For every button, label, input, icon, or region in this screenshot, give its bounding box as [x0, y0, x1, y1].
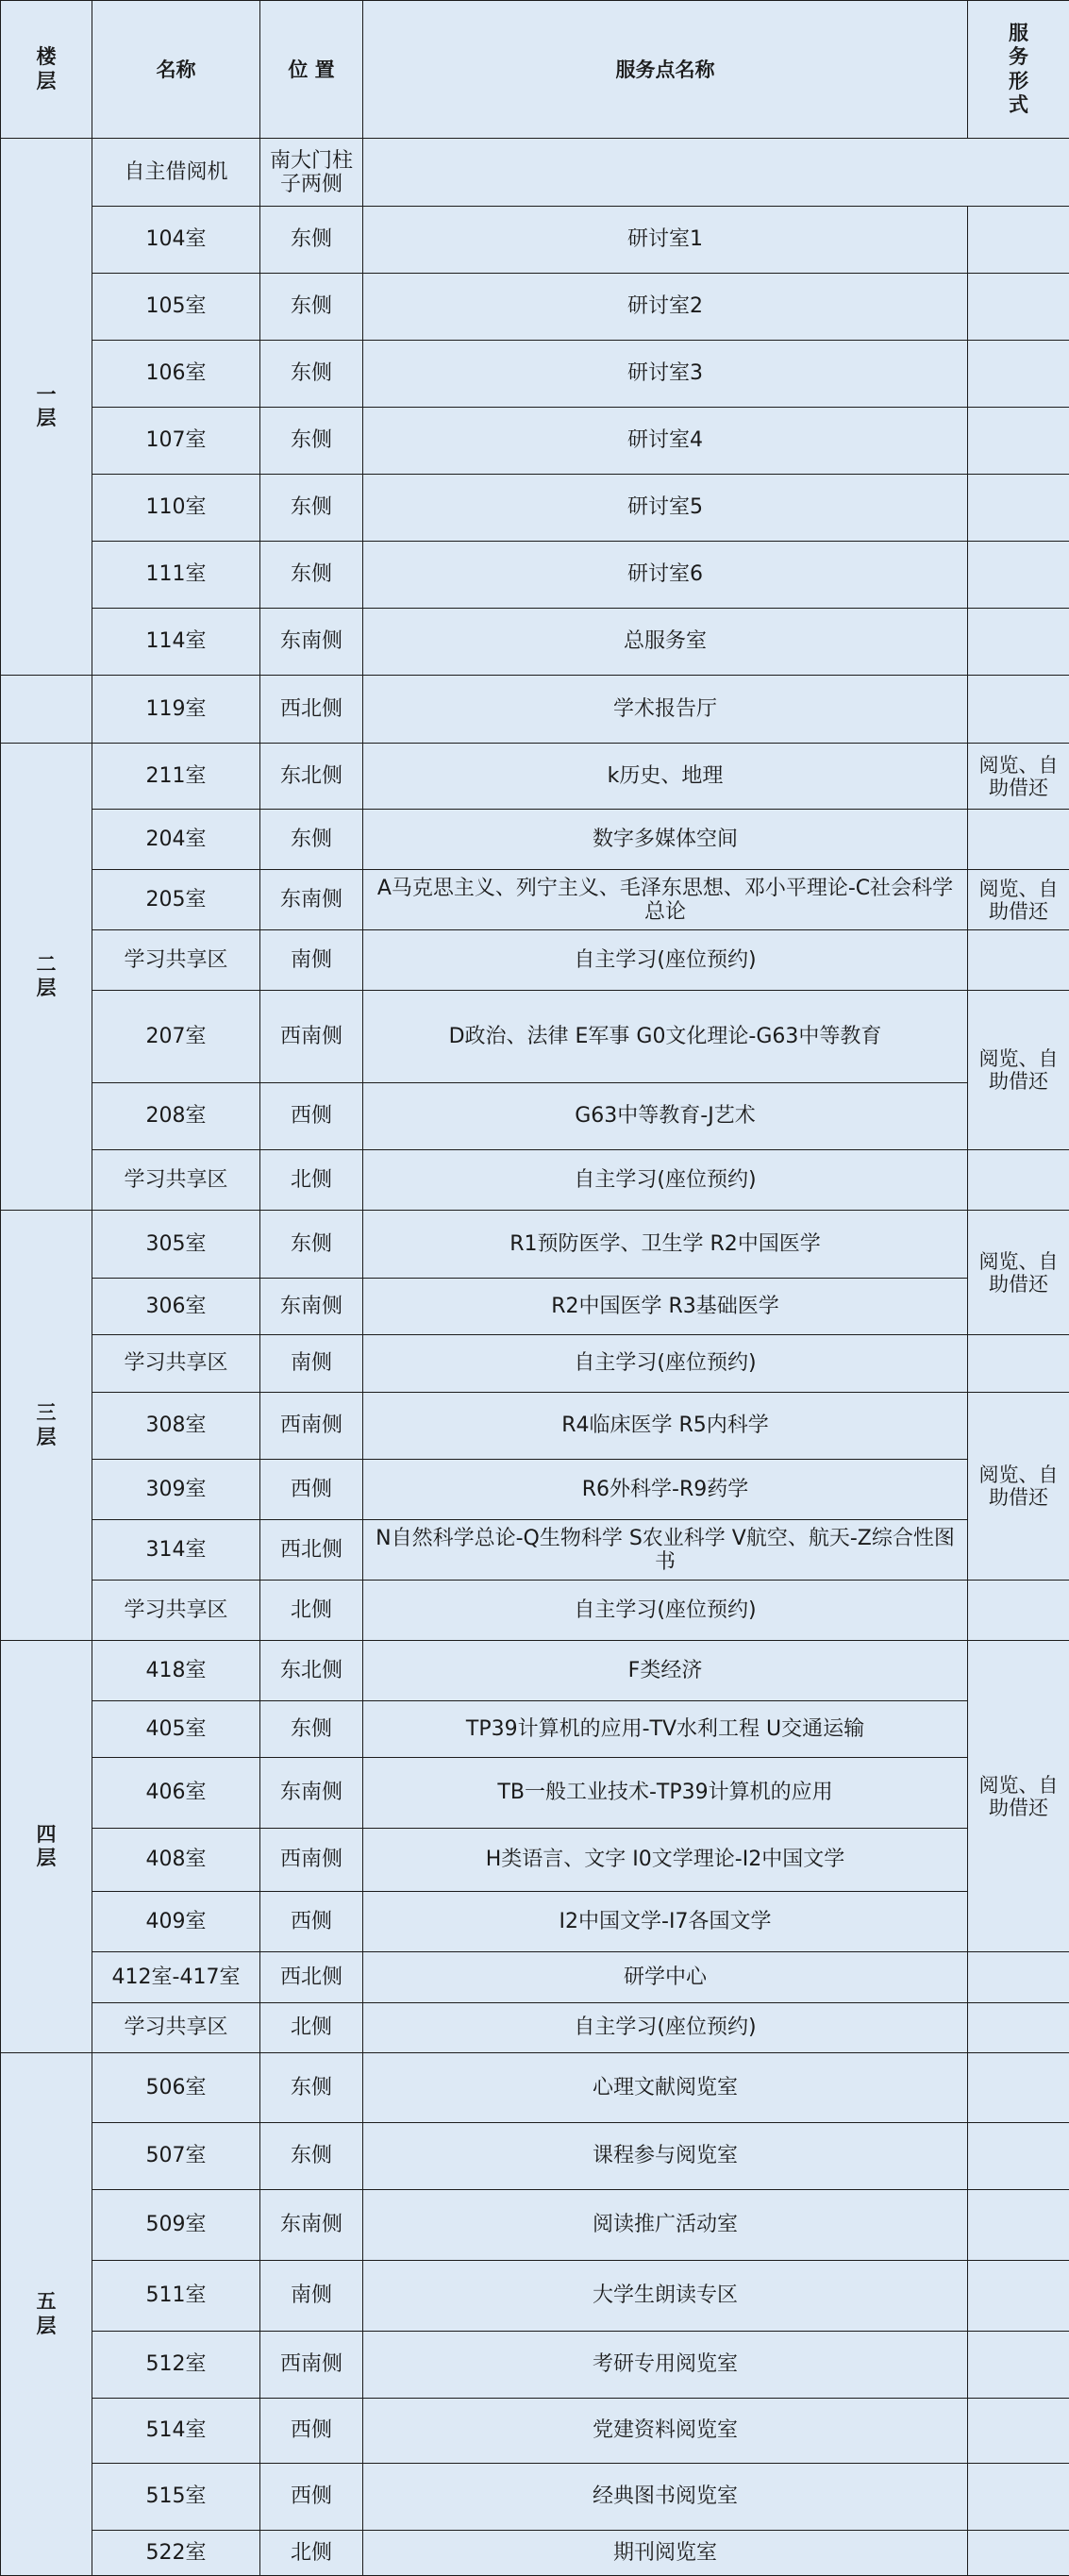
- table-row: [1, 274, 1069, 341]
- service-form: [968, 475, 1069, 542]
- table-row: [1, 1701, 1069, 1758]
- table-row: [1, 1952, 1069, 2003]
- service-form: [968, 2123, 1069, 2190]
- room-name: 107室: [92, 408, 260, 475]
- table-row: [1, 676, 1069, 744]
- room-name: 512室: [92, 2332, 260, 2399]
- room-name: 学习共享区: [92, 1335, 260, 1393]
- room-name: 学习共享区: [92, 1581, 260, 1641]
- table-row: [1, 1758, 1069, 1829]
- room-position: 东侧: [260, 274, 363, 341]
- service-name: A马克思主义、列宁主义、毛泽东思想、邓小平理论-C社会科学总论: [363, 870, 968, 930]
- service-name: 自主学习(座位预约): [363, 1150, 968, 1211]
- room-name: 学习共享区: [92, 1150, 260, 1211]
- service-form: [968, 2190, 1069, 2261]
- table-row: [1, 475, 1069, 542]
- service-name: 研讨室3: [363, 341, 968, 408]
- room-name: 111室: [92, 542, 260, 609]
- room-name: 学习共享区: [92, 2003, 260, 2053]
- room-position: 西侧: [260, 1083, 363, 1150]
- service-name: 考研专用阅览室: [363, 2332, 968, 2399]
- room-position: 西南侧: [260, 2332, 363, 2399]
- room-name: 305室: [92, 1211, 260, 1279]
- room-position: 西南侧: [260, 991, 363, 1083]
- table-row: [1, 1520, 1069, 1581]
- room-position: 东侧: [260, 2123, 363, 2190]
- table-row: [1, 1211, 1069, 1279]
- room-name: 104室: [92, 207, 260, 274]
- service-name: D政治、法律 E军事 G0文化理论-G63中等教育: [363, 991, 968, 1083]
- room-name: 314室: [92, 1520, 260, 1581]
- room-position: 西北侧: [260, 1952, 363, 2003]
- room-position: 东侧: [260, 207, 363, 274]
- table-row: [1, 991, 1069, 1083]
- table-row: [1, 408, 1069, 475]
- table-row: [1, 1083, 1069, 1150]
- service-form: [968, 408, 1069, 475]
- service-form: [968, 2332, 1069, 2399]
- table-row: [1, 1641, 1069, 1701]
- header-form: 服务形式: [968, 1, 1069, 139]
- room-position: 北侧: [260, 2003, 363, 2053]
- room-position: 东侧: [260, 408, 363, 475]
- service-form: 阅览、自助借还: [968, 1211, 1069, 1335]
- service-name: I2中国文学-I7各国文学: [363, 1892, 968, 1952]
- table-row: [1, 1460, 1069, 1520]
- service-name: 期刊阅览室: [363, 2531, 968, 2576]
- service-name: R4临床医学 R5内科学: [363, 1393, 968, 1460]
- room-name: 412室-417室: [92, 1952, 260, 2003]
- room-position: 东南侧: [260, 2190, 363, 2261]
- room-name: 207室: [92, 991, 260, 1083]
- service-name: TP39计算机的应用-TV水利工程 U交通运输: [363, 1701, 968, 1758]
- service-name: 自主学习(座位预约): [363, 2003, 968, 2053]
- room-name: 507室: [92, 2123, 260, 2190]
- room-name: 学习共享区: [92, 930, 260, 991]
- service-name: 阅读推广活动室: [363, 2190, 968, 2261]
- service-form: [968, 274, 1069, 341]
- room-name: 522室: [92, 2531, 260, 2576]
- service-form: [968, 2003, 1069, 2053]
- room-name: 409室: [92, 1892, 260, 1952]
- service-name: N自然科学总论-Q生物科学 S农业科学 V航空、航天-Z综合性图书: [363, 1520, 968, 1581]
- service-form: [968, 2464, 1069, 2531]
- table-row: [1, 2332, 1069, 2399]
- room-position: 东南侧: [260, 870, 363, 930]
- header-position: 位 置: [260, 1, 363, 139]
- room-position: 东侧: [260, 542, 363, 609]
- service-name: G63中等教育-J艺术: [363, 1083, 968, 1150]
- service-form: [968, 1581, 1069, 1641]
- service-form: [968, 2053, 1069, 2123]
- table-row: [1, 2003, 1069, 2053]
- service-form: [968, 1150, 1069, 1211]
- floor-label-5: 五层: [1, 2053, 92, 2576]
- room-position: 东侧: [260, 341, 363, 408]
- service-name: 大学生朗读专区: [363, 2261, 968, 2332]
- room-position: 东侧: [260, 810, 363, 870]
- room-name: 106室: [92, 341, 260, 408]
- table-row: [1, 609, 1069, 676]
- service-form: [968, 1335, 1069, 1393]
- service-name: 心理文献阅览室: [363, 2053, 968, 2123]
- room-position: 东北侧: [260, 744, 363, 810]
- room-position: 东侧: [260, 2053, 363, 2123]
- room-position: 西北侧: [260, 1520, 363, 1581]
- room-name: 105室: [92, 274, 260, 341]
- room-position: 西南侧: [260, 1393, 363, 1460]
- table-row: [1, 2531, 1069, 2576]
- floor-label-3: 三层: [1, 1211, 92, 1641]
- service-name: R1预防医学、卫生学 R2中国医学: [363, 1211, 968, 1279]
- room-position: 北侧: [260, 1150, 363, 1211]
- service-form: [968, 930, 1069, 991]
- room-position: 南侧: [260, 1335, 363, 1393]
- floor-label-1: 一层: [1, 139, 92, 676]
- room-name: 205室: [92, 870, 260, 930]
- service-form: [968, 341, 1069, 408]
- service-form: 阅览、自助借还: [968, 1393, 1069, 1581]
- room-position: 西侧: [260, 2399, 363, 2464]
- table-row: [1, 139, 1069, 207]
- service-form: 阅览、自助借还: [968, 870, 1069, 930]
- service-name: 自主学习(座位预约): [363, 1335, 968, 1393]
- service-name: 研讨室4: [363, 408, 968, 475]
- service-name: 学术报告厅: [363, 676, 968, 744]
- room-position: 北侧: [260, 2531, 363, 2576]
- room-position: 东北侧: [260, 1641, 363, 1701]
- room-position: 东侧: [260, 1701, 363, 1758]
- table-row: [1, 1279, 1069, 1335]
- service-name: 研讨室2: [363, 274, 968, 341]
- service-name: k历史、地理: [363, 744, 968, 810]
- room-name: 515室: [92, 2464, 260, 2531]
- table-row: [1, 2123, 1069, 2190]
- service-name: 党建资料阅览室: [363, 2399, 968, 2464]
- service-name: 课程参与阅览室: [363, 2123, 968, 2190]
- service-form: [968, 676, 1069, 744]
- service-form: [968, 609, 1069, 676]
- room-name: 308室: [92, 1393, 260, 1460]
- room-name: 506室: [92, 2053, 260, 2123]
- service-form: 阅览、自助借还: [968, 744, 1069, 810]
- service-form: 阅览、自助借还: [968, 991, 1069, 1150]
- floor-label-2: 二层: [1, 744, 92, 1211]
- room-position: 西北侧: [260, 676, 363, 744]
- room-name: 511室: [92, 2261, 260, 2332]
- table-row: [1, 1581, 1069, 1641]
- room-position: 南大门柱子两侧: [260, 139, 363, 207]
- service-name: 经典图书阅览室: [363, 2464, 968, 2531]
- table-row: [1, 930, 1069, 991]
- table-row: [1, 1393, 1069, 1460]
- room-name: 514室: [92, 2399, 260, 2464]
- service-name: R6外科学-R9药学: [363, 1460, 968, 1520]
- table-row: [1, 1335, 1069, 1393]
- table-row: [1, 2399, 1069, 2464]
- room-position: 西侧: [260, 1892, 363, 1952]
- table-row: [1, 2261, 1069, 2332]
- floor-label-empty: [1, 676, 92, 744]
- room-name: 509室: [92, 2190, 260, 2261]
- service-form: [968, 2261, 1069, 2332]
- floor-label-4: 四层: [1, 1641, 92, 2053]
- service-form: [968, 207, 1069, 274]
- service-form: [968, 2531, 1069, 2576]
- service-name: 总服务室: [363, 609, 968, 676]
- room-position: 西侧: [260, 2464, 363, 2531]
- header-service: 服务点名称: [363, 1, 968, 139]
- room-name: 406室: [92, 1758, 260, 1829]
- service-name: F类经济: [363, 1641, 968, 1701]
- room-position: 东南侧: [260, 1758, 363, 1829]
- service-name: 研学中心: [363, 1952, 968, 2003]
- room-position: 南侧: [260, 930, 363, 991]
- room-position: 西南侧: [260, 1829, 363, 1892]
- table-row: [1, 341, 1069, 408]
- room-name: 110室: [92, 475, 260, 542]
- table-row: [1, 542, 1069, 609]
- room-position: 东南侧: [260, 609, 363, 676]
- room-position: 南侧: [260, 2261, 363, 2332]
- table-row: [1, 1892, 1069, 1952]
- room-name: 418室: [92, 1641, 260, 1701]
- room-name: 408室: [92, 1829, 260, 1892]
- table-row: [1, 870, 1069, 930]
- service-name: TB一般工业技术-TP39计算机的应用: [363, 1758, 968, 1829]
- room-name: 204室: [92, 810, 260, 870]
- service-form: [968, 810, 1069, 870]
- room-name: 306室: [92, 1279, 260, 1335]
- service-name: 研讨室1: [363, 207, 968, 274]
- room-name: 309室: [92, 1460, 260, 1520]
- table-row: [1, 2190, 1069, 2261]
- header-floor: 楼层: [1, 1, 92, 139]
- table-row: [1, 744, 1069, 810]
- room-name: 114室: [92, 609, 260, 676]
- service-name: 自主学习(座位预约): [363, 1581, 968, 1641]
- service-form: [968, 2399, 1069, 2464]
- service-name: H类语言、文字 I0文学理论-I2中国文学: [363, 1829, 968, 1892]
- service-name: [363, 139, 1069, 207]
- table-row: [1, 2464, 1069, 2531]
- room-position: 东侧: [260, 475, 363, 542]
- service-name: 研讨室5: [363, 475, 968, 542]
- table-row: [1, 2053, 1069, 2123]
- service-name: R2中国医学 R3基础医学: [363, 1279, 968, 1335]
- room-name: 208室: [92, 1083, 260, 1150]
- service-form: [968, 1952, 1069, 2003]
- room-position: 东南侧: [260, 1279, 363, 1335]
- service-name: 数字多媒体空间: [363, 810, 968, 870]
- table-row: [1, 207, 1069, 274]
- room-name: 自主借阅机: [92, 139, 260, 207]
- table-row: [1, 810, 1069, 870]
- room-position: 北侧: [260, 1581, 363, 1641]
- header-name: 名称: [92, 1, 260, 139]
- service-form: 阅览、自助借还: [968, 1641, 1069, 1952]
- service-name: 自主学习(座位预约): [363, 930, 968, 991]
- room-name: 405室: [92, 1701, 260, 1758]
- room-position: 西侧: [260, 1460, 363, 1520]
- room-name: 119室: [92, 676, 260, 744]
- header-row: [1, 1, 1069, 139]
- table-row: [1, 1150, 1069, 1211]
- room-position: 东侧: [260, 1211, 363, 1279]
- service-name: 研讨室6: [363, 542, 968, 609]
- room-name: 211室: [92, 744, 260, 810]
- service-form: [968, 542, 1069, 609]
- table-row: [1, 1829, 1069, 1892]
